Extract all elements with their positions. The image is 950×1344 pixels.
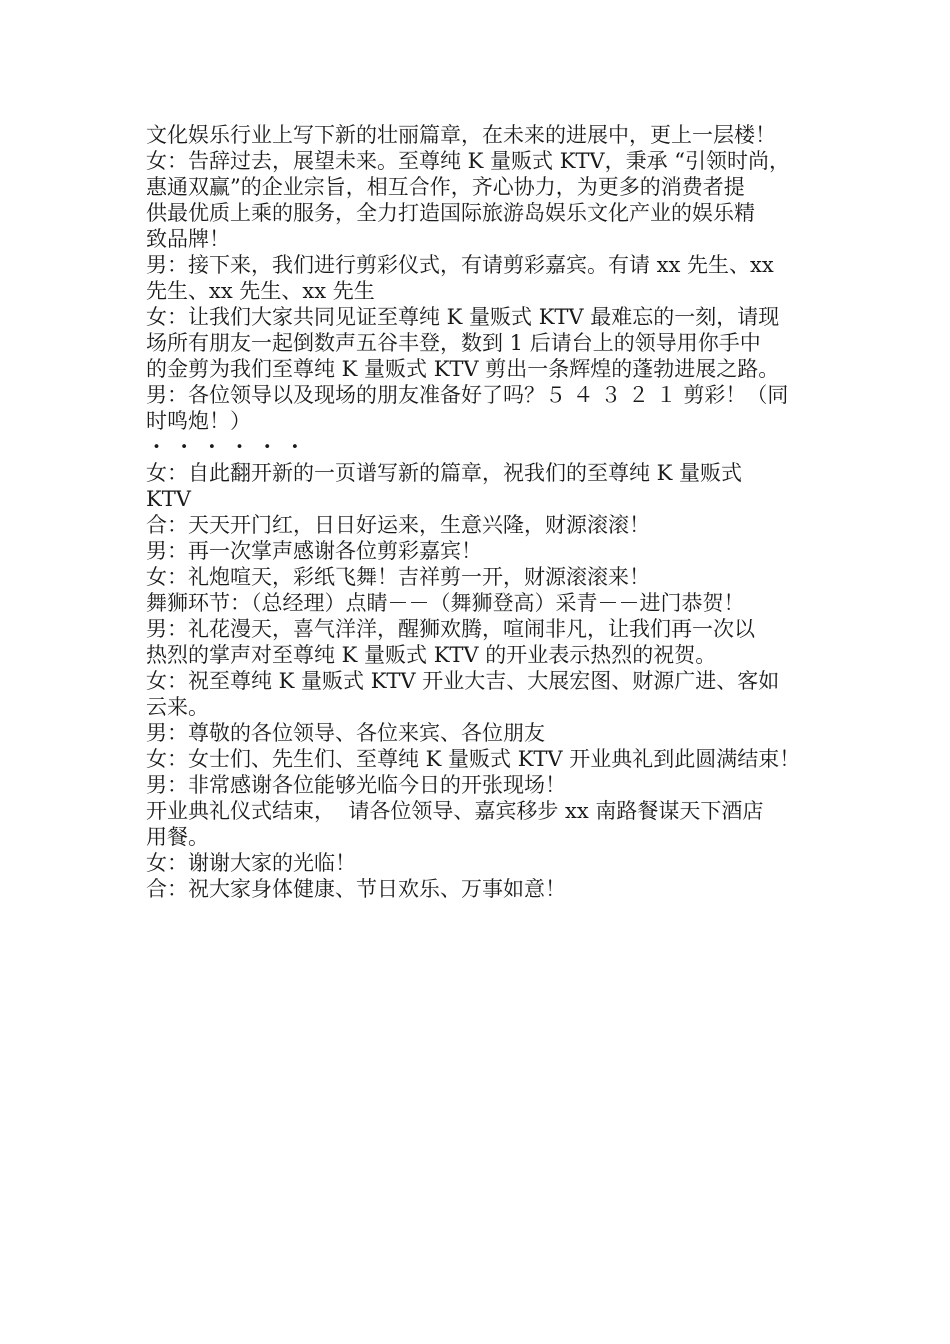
text-line: 男：礼花漫天，喜气洋洋，醒狮欢腾，喧闹非凡，让我们再一次以 (146, 617, 755, 641)
text-line: 女：祝至尊纯 K 量贩式 KTV 开业大吉、大展宏图、财源广进、客如 (146, 669, 780, 693)
text-line: 舞狮环节：（总经理）点睛－－（舞狮登高）采青－－进门恭贺！ (146, 591, 745, 615)
text-line: 男：非常感谢各位能够光临今日的开张现场！ (146, 773, 566, 797)
text-line: 致品牌！ (146, 227, 230, 251)
text-line: 男：尊敬的各位领导、各位来宾、各位朋友 (146, 721, 545, 745)
text-line: 场所有朋友一起倒数声五谷丰登，数到 1 后请台上的领导用你手中 (146, 331, 761, 355)
text-line: 文化娱乐行业上写下新的壮丽篇章，在未来的进展中，更上一层楼！ (146, 123, 776, 147)
text-line: 女：礼炮喧天，彩纸飞舞！吉祥剪一开，财源滚滚来！ (146, 565, 650, 589)
text-line: 时鸣炮！） (146, 409, 251, 433)
text-line: 男：各位领导以及现场的朋友准备好了吗？５ ４ ３ ２ １ 剪彩！（同 (146, 383, 789, 407)
text-line: 女：让我们大家共同见证至尊纯 K 量贩式 KTV 最难忘的一刻，请现 (146, 305, 780, 329)
text-line: 女：谢谢大家的光临！ (146, 851, 356, 875)
text-line: 女：女士们、先生们、至尊纯 K 量贩式 KTV 开业典礼到此圆满结束！ (146, 747, 801, 771)
document-body (146, 122, 810, 902)
text-line: 男：再一次掌声感谢各位剪彩嘉宾！ (146, 539, 482, 563)
text-line: 女：告辞过去，展望未来。至尊纯 K 量贩式 KTV，秉承 “引领时尚， (146, 149, 790, 173)
text-line: 女：自此翻开新的一页谱写新的篇章，祝我们的至尊纯 K 量贩式 (146, 461, 743, 485)
text-line: 合：祝大家身体健康、节日欢乐、万事如意！ (146, 877, 566, 901)
text-line: 用餐。 (146, 825, 209, 849)
text-line: 云来。 (146, 695, 209, 719)
text-line: 热烈的掌声对至尊纯 K 量贩式 KTV 的开业表示热烈的祝贺。 (146, 643, 717, 667)
text-line: 男：接下来，我们进行剪彩仪式，有请剪彩嘉宾。有请 xx 先生、xx (146, 253, 774, 277)
text-line: 合：天天开门红，日日好运来，生意兴隆，财源滚滚！ (146, 513, 650, 537)
text-line: 惠通双赢”的企业宗旨，相互合作，齐心协力，为更多的消费者提 (146, 175, 745, 199)
text-line: ・ ・ ・ ・ ・ ・ (146, 435, 306, 459)
text-line: 先生、xx 先生、xx 先生 (146, 279, 375, 303)
text-line: 供最优质上乘的服务，全力打造国际旅游岛娱乐文化产业的娱乐精 (146, 201, 755, 225)
text-line: 开业典礼仪式结束， 请各位领导、嘉宾移步 xx 南路餐谋天下酒店 (146, 799, 764, 823)
text-line: 的金剪为我们至尊纯 K 量贩式 KTV 剪出一条辉煌的蓬勃进展之路。 (146, 357, 780, 381)
text-line: KTV (146, 487, 191, 511)
